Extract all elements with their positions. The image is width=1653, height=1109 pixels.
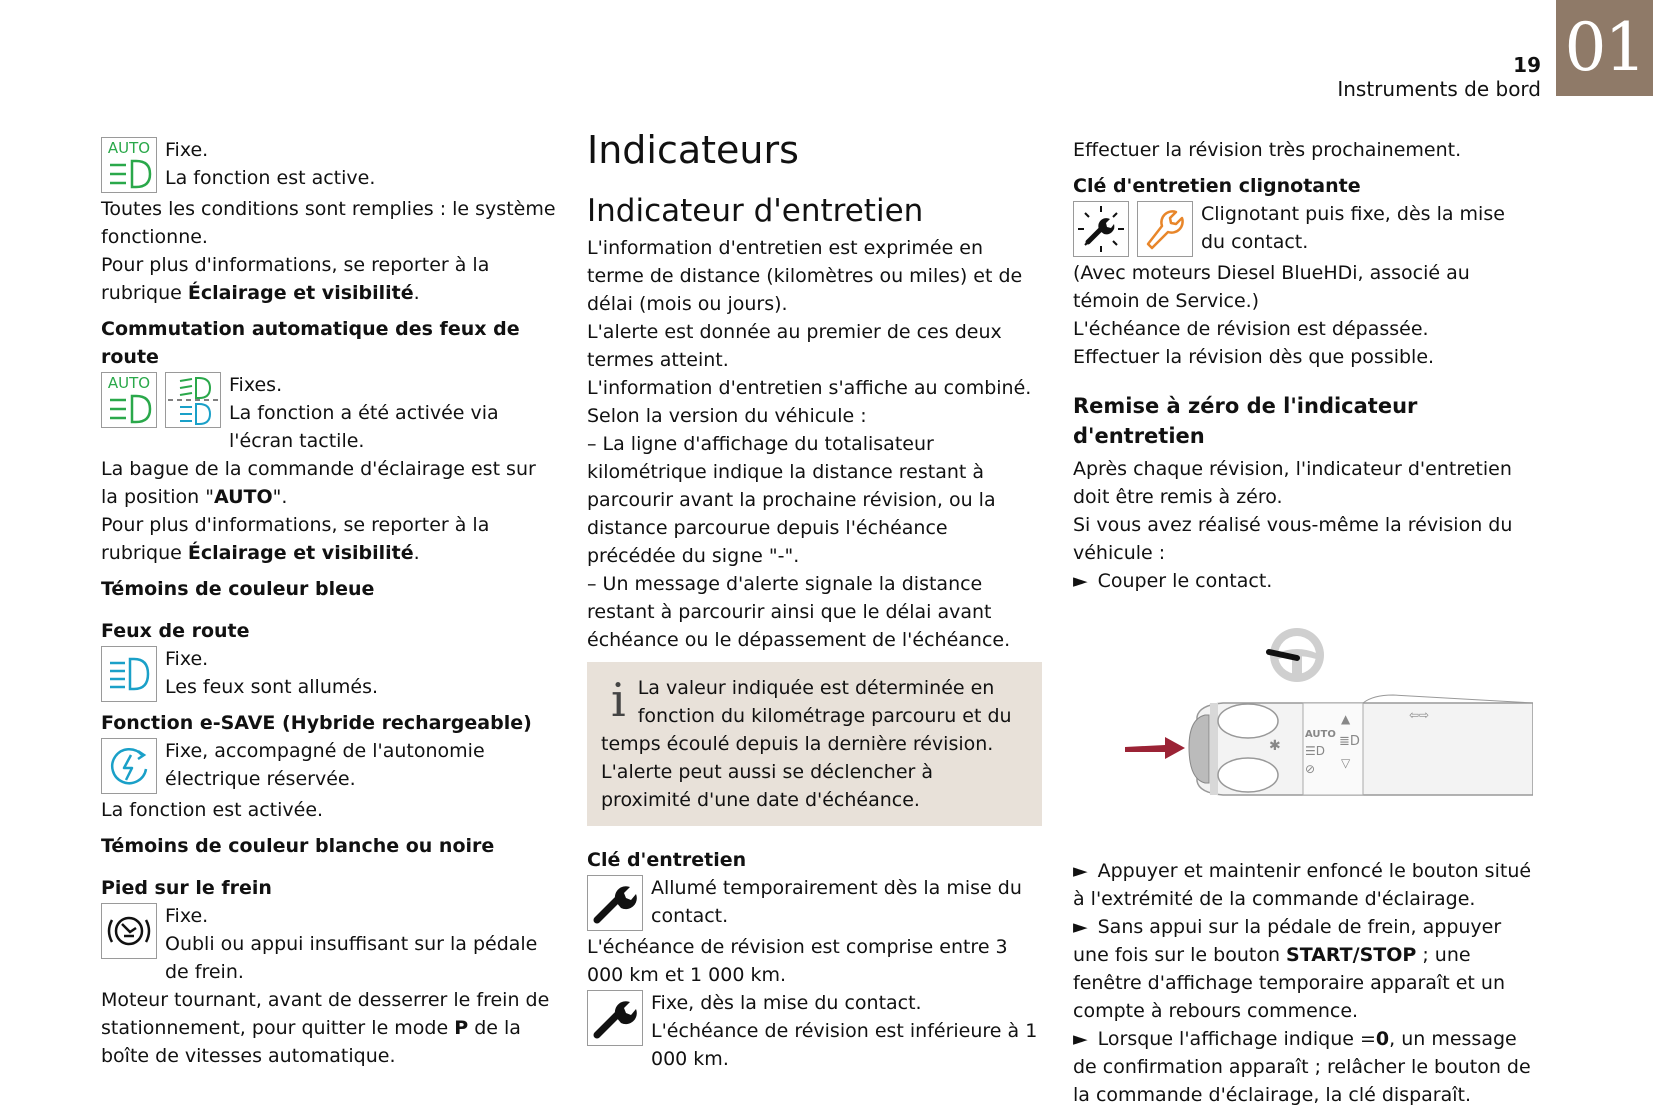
- remise-p1: Après chaque révision, l'indicateur d'entretien doit être remis à zéro.: [1073, 458, 1512, 508]
- esave-fixe: Fixe, accompagné de l'autonomie électrique réservée.: [165, 740, 485, 790]
- auto-fixe: Fixe.: [165, 139, 209, 161]
- ref-eclairage-1: Pour plus d'informations, se reporter à la rubrique Éclairage et visibilité.: [101, 254, 490, 304]
- comm-fixes: Fixes.: [229, 374, 283, 396]
- feux-allumes: Les feux sont allumés.: [165, 676, 379, 698]
- entretien-p3: L'information d'entretien s'affiche au combiné.: [587, 377, 1032, 399]
- foot-on-brake-icon: [101, 903, 157, 959]
- press-arrow: [1125, 737, 1185, 759]
- orange-wrench-icon: [1137, 201, 1193, 257]
- step-marker: ►: [1073, 570, 1088, 592]
- revision-prochainement: Effectuer la révision très prochainement.: [1073, 139, 1462, 161]
- auto-icon-text: AUTO: [107, 139, 151, 157]
- bleue-title: Témoins de couleur bleue: [101, 578, 375, 600]
- blanche-title: Témoins de couleur blanche ou noire: [101, 835, 495, 857]
- esave-title: Fonction e-SAVE (Hybride rechargeable): [101, 712, 532, 734]
- frein-oubli: Oubli ou appui insuffisant sur la pédale de frein.: [165, 933, 538, 983]
- steering-wheel-icon: [1269, 628, 1324, 682]
- ref-link-1[interactable]: Éclairage et visibilité: [187, 282, 414, 304]
- ref-eclairage-2: Pour plus d'informations, se reporter à la rubrique Éclairage et visibilité.: [101, 514, 490, 564]
- entretien-p4: Selon la version du véhicule :: [587, 405, 867, 427]
- svg-text:☰D: ☰D: [1305, 744, 1325, 758]
- step-3: ► Sans appui sur la pédale de frein, appuyer une fois sur le bouton START/STOP ; une fenêtre d'affichage temporaire apparaît et un compte à rebours commence.: [1073, 916, 1505, 1022]
- note-p2: L'alerte peut aussi se déclencher à proximité d'une date d'échéance.: [601, 761, 933, 811]
- stalk-body: [1189, 695, 1533, 795]
- commutation-title: Commutation automatique des feux de route: [101, 318, 520, 368]
- svg-text:AUTO: AUTO: [107, 374, 151, 392]
- section-title: Instruments de bord: [1337, 77, 1541, 101]
- highbeam-icon: [101, 646, 157, 702]
- note-p1: La valeur indiquée est déterminée en fonction du kilométrage parcouru et du temps écoulé depuis la dernière révision.: [601, 677, 1012, 755]
- column-left: [101, 136, 556, 1070]
- remise-title: Remise à zéro de l'indicateur d'entretien: [1073, 394, 1418, 448]
- step-2: ► Appuyer et maintenir enfoncé le bouton situé à l'extrémité de la commande d'éclairage.: [1073, 860, 1532, 910]
- auto-active: La fonction est active.: [165, 167, 376, 189]
- cle-echeance: L'échéance de révision est comprise entre 3 000 km et 1 000 km.: [587, 936, 1008, 986]
- svg-text:✱: ✱: [1269, 738, 1281, 754]
- clign-text: Clignotant puis fixe, dès la mise du contact.: [1201, 203, 1505, 253]
- comm-activee: La fonction a été activée via l'écran tactile.: [229, 402, 499, 452]
- svg-text:▲: ▲: [1341, 712, 1351, 726]
- chapter-number: 01: [1564, 9, 1645, 86]
- wrench-icon: [587, 875, 643, 931]
- wrench-icon-2: [587, 990, 643, 1046]
- entretien-dash2: – Un message d'alerte signale la distance restant à parcourir ainsi que le délai avant échéance ou le dépassement de l'échéance.: [587, 573, 1011, 651]
- frein-fixe: Fixe.: [165, 905, 209, 927]
- feux-title: Feux de route: [101, 620, 250, 642]
- cle-title: Clé d'entretien: [587, 849, 747, 871]
- step-1: ► Couper le contact.: [1073, 570, 1273, 592]
- bague-text: La bague de la commande d'éclairage est sur la position "AUTO".: [101, 458, 536, 508]
- subtitle-entretien: Indicateur d'entretien: [587, 193, 924, 229]
- remise-p2: Si vous avez réalisé vous-même la révision du véhicule :: [1073, 514, 1513, 564]
- svg-text:AUTO: AUTO: [1305, 729, 1336, 740]
- column-middle: [587, 128, 1042, 1073]
- svg-text:≣D: ≣D: [1339, 734, 1360, 749]
- auto-highbeam-icon: [101, 372, 157, 428]
- auto-headlights-icon: [101, 137, 157, 193]
- info-note: [587, 662, 1042, 826]
- flashing-wrench-icon: [1073, 201, 1129, 257]
- page-title: Indicateurs: [587, 128, 799, 172]
- svg-text:⇦⇨: ⇦⇨: [1409, 708, 1430, 722]
- page-number: 19: [1513, 53, 1541, 77]
- entretien-p1: L'information d'entretien est exprimée en terme de distance (kilomètres ou miles) et de délai (mois ou jours).: [587, 237, 1023, 315]
- esave-icon: [101, 738, 157, 794]
- column-right: [1073, 136, 1533, 1109]
- info-icon: i: [611, 673, 626, 727]
- cle-fixe: Fixe, dès la mise du contact.: [651, 992, 922, 1014]
- clign-effectuer: Effectuer la révision dès que possible.: [1073, 346, 1435, 368]
- feux-fixe: Fixe.: [165, 648, 209, 670]
- ref-link-2[interactable]: Éclairage et visibilité: [187, 542, 414, 564]
- svg-text:▽: ▽: [1341, 756, 1351, 770]
- entretien-dash1: – La ligne d'affichage du totalisateur kilométrique indique la distance restant à parcourir avant la prochaine révision, ou la distance parcourue depuis l'échéance précédée du signe "-".: [587, 433, 996, 567]
- esave-activee: La fonction est activée.: [101, 799, 324, 821]
- entretien-p2: L'alerte est donnée au premier de ces deux termes atteint.: [587, 321, 1002, 371]
- cle-inferieure: L'échéance de révision est inférieure à 1 000 km.: [651, 1020, 1038, 1070]
- svg-text:⊘: ⊘: [1305, 762, 1316, 776]
- frein-title: Pied sur le frein: [101, 877, 272, 899]
- chapter-tab: [1556, 0, 1653, 96]
- smartbeam-icon: [165, 372, 221, 428]
- moteur-text: Moteur tournant, avant de desserrer le frein de stationnement, pour quitter le mode P de la boîte de vitesses automatique.: [101, 989, 550, 1067]
- clign-depassee: L'échéance de révision est dépassée.: [1073, 318, 1429, 340]
- clign-avec: (Avec moteurs Diesel BlueHDi, associé au témoin de Service.): [1073, 262, 1470, 312]
- cle-allume: Allumé temporairement dès la mise du contact.: [651, 877, 1022, 927]
- clign-title: Clé d'entretien clignotante: [1073, 175, 1361, 197]
- auto-conditions: Toutes les conditions sont remplies : le système fonctionne.: [101, 198, 556, 248]
- lighting-stalk-figure: [1073, 595, 1533, 857]
- step-4: ► Lorsque l'affichage indique =0, un message de confirmation apparaît ; relâcher le bouton de la commande d'éclairage, la clé disparaît.: [1073, 1028, 1531, 1106]
